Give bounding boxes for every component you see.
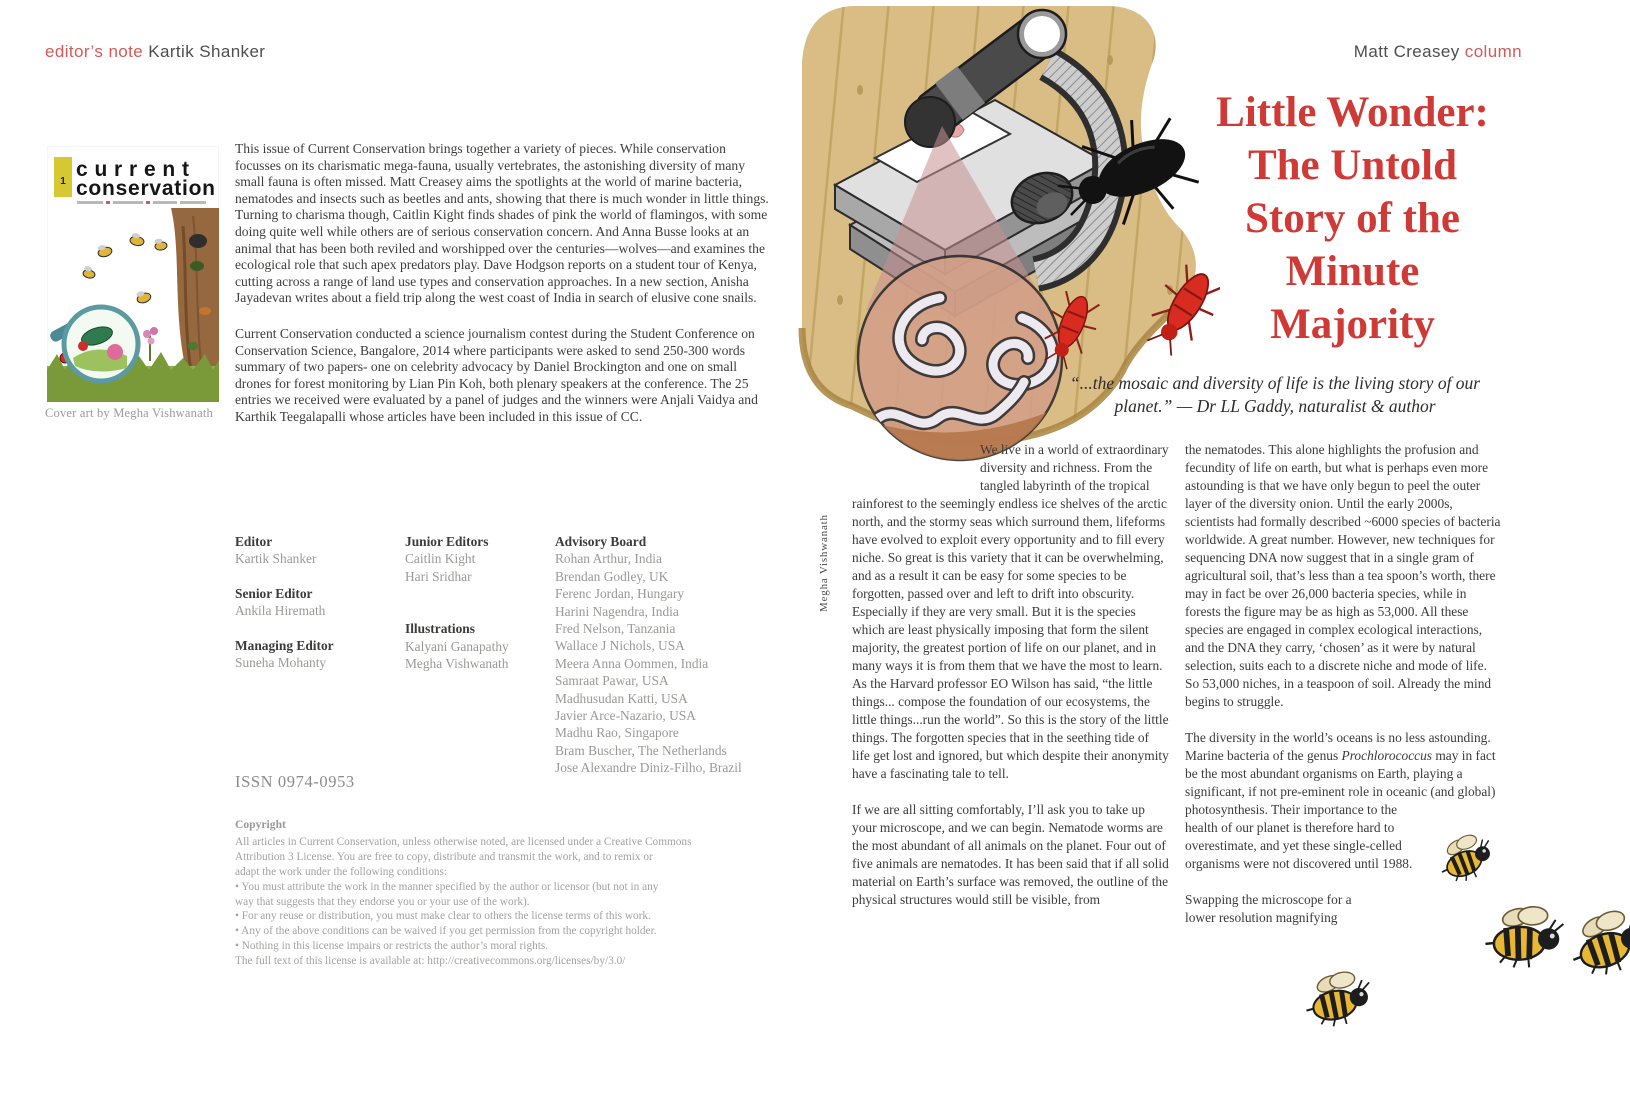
paragraph-text: The diversity in the world’s oceans is no less astounding. Marine bacteria of the genus: [1185, 730, 1491, 763]
masthead-name: Hari Sridhar: [405, 568, 472, 584]
masthead-section: [235, 533, 405, 568]
masthead-name: Javier Arce-Nazario, USA: [555, 708, 696, 724]
quote-attribution: — Dr LL Gaddy, naturalist & author: [1176, 396, 1436, 416]
masthead-role: Advisory Board: [555, 534, 647, 549]
article-title-line: Minute: [1285, 248, 1420, 295]
paragraph-text: We live in a world of extraordinary diversity and richness. From the tangled labyrinth of the tropical rainforest to the seemingly endless ice shelves of the arctic north, and the stormy seas which surround them, lifeforms have evolved to exploit every opportunity and to fill every niche. So great is this variety that it can be overwhelming, and as a result it can be easy for some species to be forgotten, passed over and left to drift into obscurity. Especially if they are very small. But it is the species which are least physically imposing that form the silent majority, the greatest portion of life on our planet, and in many ways it is from them that we have the most to learn. As the Harvard professor EO Wilson has said, “the little things... compose the foundation of our ecosystems, the little things...run the world”. So this is the story of the little things. The forgotten species that in the seething tide of life get lost and ignored, but which despite their anonymity have a fascinating tale to tell.: [852, 442, 1169, 781]
masthead-name: Jose Alexandre Diniz-Filho, Brazil: [555, 760, 742, 776]
genus-name: Prochlorococcus: [1341, 748, 1433, 763]
masthead-name: Kalyani Ganapathy: [405, 638, 509, 654]
masthead-name: Fred Nelson, Tanzania: [555, 621, 676, 637]
issn-number: ISSN 0974-0953: [235, 772, 355, 791]
article-title-line: The Untold: [1247, 142, 1458, 189]
masthead-name: Harini Nagendra, India: [555, 603, 679, 619]
masthead-section: [555, 533, 772, 777]
cover-tagline-marks: [77, 201, 206, 204]
copyright-line: The full text of this license is available at: http://creativecommons.org/licenses/by/3.0/: [235, 955, 626, 968]
masthead-name: Rohan Arthur, India: [555, 551, 662, 567]
article-title-line: Majority: [1270, 301, 1435, 348]
masthead-name: Kartik Shanker: [235, 551, 317, 567]
article-paragraph: [852, 441, 1170, 783]
columnist-name: Matt Creasey: [1353, 42, 1460, 61]
masthead-name: Ankila Hiremath: [235, 603, 326, 619]
column-header: [1354, 42, 1522, 62]
intro-paragraph: This issue of Current Conservation brings together a variety of pieces. While conservation focusses on its charismatic mega-fauna, usually vertebrates, the astonishing diversity of many small fauna is often missed. Matt Creasey aims the spotlights at the world of marine bacteria, nematodes and insects such as beetles and ants, showing that there is much wonder in little things. Turning to charisma though, Caitlin Kight finds shades of pink the world of flamingos, with some doing quite well while others are of serious conservation concern. And Anna Busse looks at an animal that has been both reviled and worshipped over the centuries—wolves—and examines the ecological role that such apex predators play. Dave Hodgson reports on a student tour of Kenya, cutting across a range of land use types and conservation approaches. In a new section, Anisha Jayadevan writes about a field trip along the west coast of India in search of elusive cone snails.: [235, 141, 769, 306]
article-paragraph: If we are all sitting comfortably, I’ll ask you to take up your microscope, and we can begin. Nematode worms are the most abundant of all animals on the planet. Four out of five animals are nematodes. It has been said that if all solid material on Earth’s surface was removed, the outline of the physical structures would still be visible, from: [852, 802, 1169, 907]
column-label: column: [1464, 42, 1522, 61]
masthead-name: Wallace J Nichols, USA: [555, 638, 685, 654]
masthead-name: Ferenc Jordan, Hungary: [555, 586, 685, 602]
masthead-name: Brendan Godley, UK: [555, 568, 669, 584]
illustration-credit: Megha Vishwanath: [818, 514, 830, 612]
wrap-spacer: [852, 441, 980, 480]
masthead-column-advisory: [555, 533, 772, 794]
article-title: [1180, 86, 1525, 351]
article-paragraph: [1185, 891, 1503, 927]
copyright-title: Copyright: [235, 818, 286, 831]
masthead-name: Suneha Mohanty: [235, 655, 327, 671]
masthead-column-editors: [235, 533, 405, 794]
masthead-name: Madhusudan Katti, USA: [555, 690, 688, 706]
article-paragraph: the nematodes. This alone highlights the profusion and fecundity of life on earth, but what is perhaps even more astounding is that we have only begun to peel the outer layer of the diversity onion. Until the early 2000s, scientists had formally described ~6000 species of bacteria worldwide. A great number. However, new techniques for sequencing DNA now suggest that in a single gram of agricultural soil, that’s less than a tea spoon’s worth, there may in fact be over 26,000 bacteria species, while in forests the figure may be as high as 53,000. All these species are engaged in complex ecological interactions, and the DNA they carry, ‘chosen’ as it were by natural selection, suits each to a discrete niche and mode of life. So 53,000 niches, in a teaspoon of soil. Already the mind begins to struggle.: [1185, 442, 1501, 709]
masthead-role: Managing Editor: [235, 637, 334, 653]
cover-caption: Cover art by Megha Vishwanath: [45, 406, 213, 420]
copyright-block: [235, 818, 772, 969]
bee-illustration: [1480, 901, 1568, 975]
copyright-line: • For any reuse or distribution, you must make clear to others the license terms of this work.: [235, 910, 651, 923]
article-title-line: Little Wonder:: [1216, 89, 1489, 136]
bee-illustration: [1301, 970, 1375, 1031]
article-column-left: [852, 441, 1170, 909]
quote-text: “...the mosaic and diversity of life is the living story of our planet.”: [1069, 373, 1481, 416]
masthead-role: Junior Editors: [405, 534, 489, 549]
masthead: [235, 533, 772, 794]
editors-note-header: [45, 42, 265, 62]
editors-note-body: [235, 141, 772, 426]
section-label: editor’s note: [45, 42, 144, 61]
copyright-line: way that suggests that they endorse you or your use of the work).: [235, 895, 530, 908]
copyright-line: adapt the work under the following conditions:: [235, 865, 448, 878]
cover-art-illustration: [47, 146, 219, 402]
masthead-section: [405, 620, 555, 672]
masthead-role: Editor: [235, 534, 273, 549]
editor-name: Kartik Shanker: [148, 42, 266, 61]
masthead-name: Bram Buscher, The Netherlands: [555, 742, 727, 758]
masthead-role: Senior Editor: [235, 585, 313, 601]
masthead-name: Samraat Pawar, USA: [555, 673, 669, 689]
copyright-line: • You must attribute the work in the manner specified by the author or licensor (but not in any: [235, 880, 659, 893]
masthead-column-junior: [405, 533, 555, 794]
masthead-name: Meera Anna Oommen, India: [555, 655, 709, 671]
copyright-line: Attribution 3 License. You are free to copy, distribute and transmit the work, and to remix or: [235, 850, 653, 863]
masthead-name: Madhu Rao, Singapore: [555, 725, 679, 741]
paragraph-text: Swapping the microscope for a lower resolution magnifying: [1185, 892, 1352, 925]
masthead-role: Illustrations: [405, 621, 475, 637]
copyright-line: • Any of the above conditions can be waived if you get permission from the copyright holder.: [235, 925, 657, 938]
cover-issue-number: 1: [60, 176, 66, 187]
cover-logo-line2: conservation: [76, 177, 214, 200]
paragraph-text: may in fact be the most abundant organisms on Earth, playing a significant, if not pre-eminent role in oceanic (and global): [1185, 748, 1496, 799]
masthead-section: [235, 585, 405, 620]
intro-paragraph: Current Conservation conducted a science journalism contest during the Student Conference on Conservation Science, Bangalore, 2014 where participants were asked to send 250-300 words summary of two papers- one on celebrity advocacy by Daniel Brockington and one on small drones for forest monitoring by Lian Pin Koh, both plenary speakers at the conference. The 25 entries we received were evaluated by a panel of judges and the winners were Anjali Vaidya and Karthik Teegalapalli whose articles have been included in this issue of CC.: [235, 325, 758, 424]
masthead-name: Caitlin Kight: [405, 551, 476, 567]
masthead-section: [235, 637, 405, 672]
paragraph-text: photosynthesis. Their importance to the health of our planet is therefore hard to overestimate, and yet these single-celled organisms were not discovered until 1988.: [1185, 802, 1413, 871]
copyright-line: All articles in Current Conservation, unless otherwise noted, are licensed under a Creative Commons: [235, 835, 692, 848]
cover-logo-line1: current: [76, 158, 188, 181]
copyright-line: • Nothing in this license impairs or restricts the author’s moral rights.: [235, 940, 549, 953]
masthead-section: [405, 533, 555, 585]
pull-quote: [1040, 372, 1510, 418]
article-title-line: Story of the: [1245, 195, 1460, 242]
bee-illustration: [1563, 906, 1630, 983]
masthead-name: Megha Vishwanath: [405, 656, 509, 672]
